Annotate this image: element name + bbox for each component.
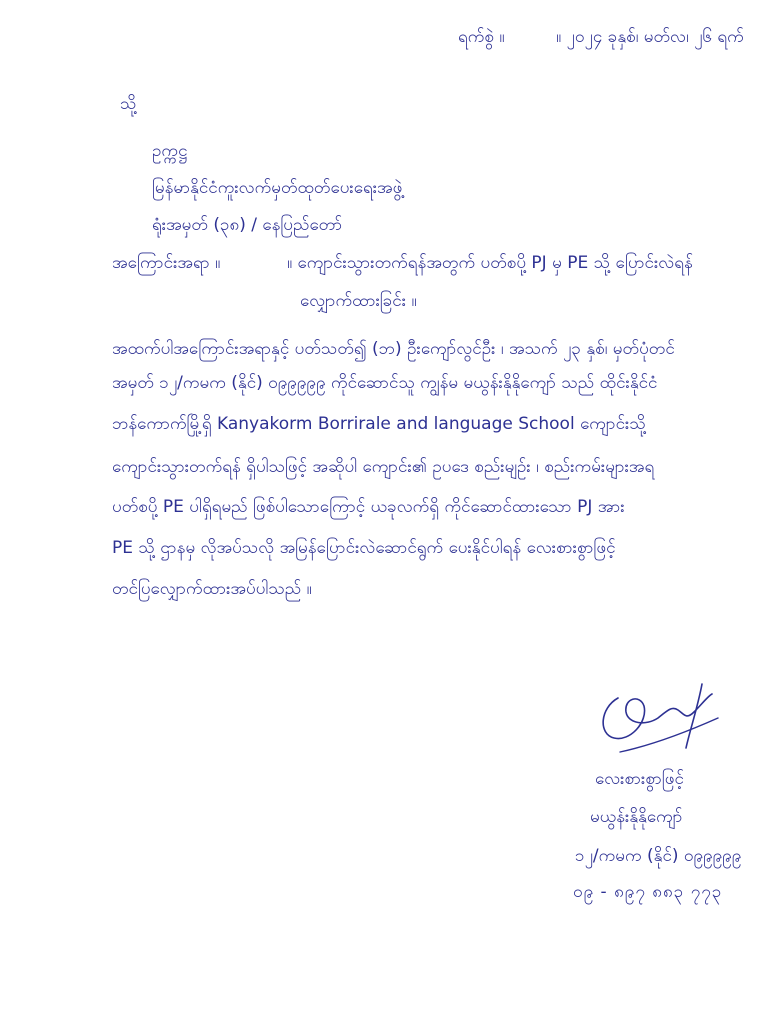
recipient-to: သို့ bbox=[120, 94, 137, 114]
handwritten-signature bbox=[590, 676, 730, 766]
subject-label: အကြောင်းအရာ ။ bbox=[112, 253, 221, 273]
body-line: ကျောင်းသွားတက်ရန် ရှိပါသဖြင့် အဆိုပါ ကျောင်း၏ ဥပဒေ စည်းမျဉ်း ၊ စည်းကမ်းများအရ bbox=[112, 457, 655, 477]
signature-name: မယွန်းနိုနိုကျော် bbox=[590, 807, 683, 827]
body-line: အထက်ပါအကြောင်းအရာနှင့် ပတ်သတ်၍ (ဘ) ဦးကျော်လွင်ဦး ၊ အသက် ၂၃ နှစ်၊ မှတ်ပုံတင် bbox=[112, 339, 675, 359]
body-line: ပတ်စပို့ PE ပါရှိရမည် ဖြစ်ပါသောကြောင့် ယခုလက်ရှိ ကိုင်ဆောင်ထားသော PJ အား bbox=[112, 497, 625, 517]
subject-line-2: လျှောက်ထားခြင်း ။ bbox=[300, 291, 417, 311]
body-line: PE သို့ ဌာနမှ လိုအပ်သလို အမြန်ပြောင်းလဲဆောင်ရွက် ပေးနိုင်ပါရန် လေးစားစွာဖြင့် bbox=[112, 538, 616, 558]
signature-phone: ၀၉ - ၈၉၇ ၈၈၃ ၇၇၃ bbox=[573, 882, 723, 902]
signature-nrc: ၁၂/ကမက (နိုင်) ၀၉၉၉၉၉ bbox=[575, 846, 742, 866]
recipient-address: ရုံးအမှတ် (၃၈) / နေပြည်တော် bbox=[152, 215, 343, 235]
signature-closing: လေးစားစွာဖြင့် bbox=[595, 769, 684, 789]
date-value: ။ ၂၀၂၄ ခုနှစ်၊ မတ်လ၊ ၂၆ ရက် bbox=[556, 27, 744, 47]
date-label: ရက်စွဲ ။ bbox=[458, 27, 505, 47]
recipient-title: ဥက္ကဋ္ဌ bbox=[152, 141, 188, 161]
body-line: အမှတ် ၁၂/ကမက (နိုင်) ၀၉၉၉၉၉ ကိုင်ဆောင်သူ ကျွန်မ မယွန်းနိုနိုကျော် သည် ထိုင်းနိုင်ငံ bbox=[112, 373, 658, 393]
body-line: တင်ပြလျှောက်ထားအပ်ပါသည် ။ bbox=[112, 579, 312, 599]
subject-line-1: ။ ကျောင်းသွားတက်ရန်အတွက် ပတ်စပို့ PJ မှ PE သို့ ပြောင်းလဲရန် bbox=[287, 253, 693, 273]
recipient-organization: မြန်မာနိုင်ငံကူးလက်မှတ်ထုတ်ပေးရေးအဖွဲ့ bbox=[152, 178, 403, 198]
body-line: ဘန်ကောက်မြို့ရှိ Kanyakorm Borrirale and language School ကျောင်းသို့ bbox=[112, 414, 646, 434]
